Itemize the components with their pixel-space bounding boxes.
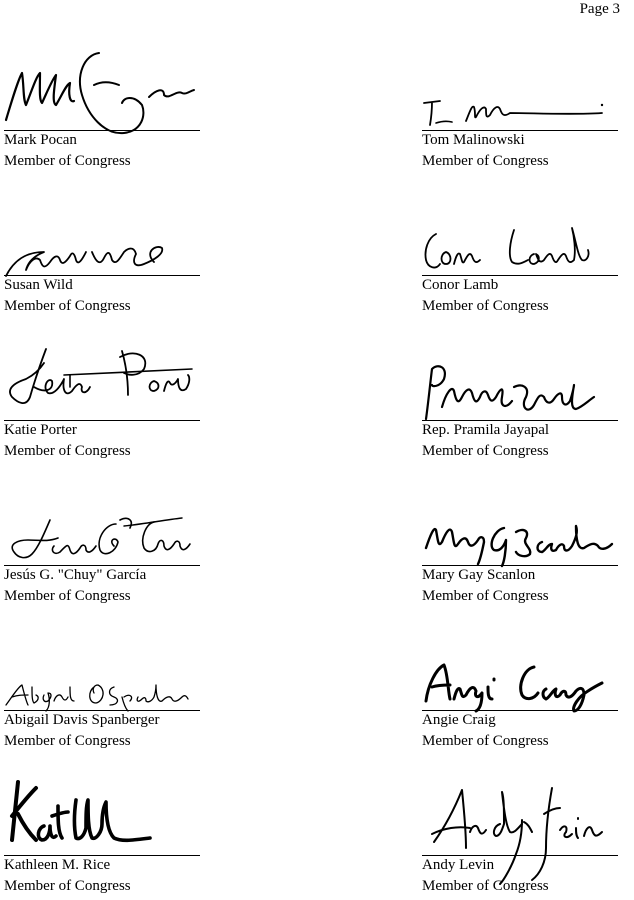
signatory-name: Andy Levin <box>422 857 495 873</box>
signature-image <box>422 625 618 711</box>
signature-block-angie-craig <box>422 625 618 755</box>
signatory-title: Member of Congress <box>422 153 549 169</box>
signature-image <box>4 770 200 856</box>
signatory-name: Katie Porter <box>4 422 77 438</box>
signatory-title: Member of Congress <box>4 733 131 749</box>
signature-block-andy-levin <box>422 770 618 900</box>
signatory-name: Mark Pocan <box>4 132 77 148</box>
signatory-title: Member of Congress <box>422 878 549 894</box>
signatory-name: Mary Gay Scanlon <box>422 567 536 583</box>
signatory-title: Member of Congress <box>422 298 549 314</box>
signatory-title: Member of Congress <box>4 153 131 169</box>
signatory-title: Member of Congress <box>4 588 131 604</box>
signature-block-mary-gay-scanlon <box>422 480 618 610</box>
signature-image <box>4 480 200 566</box>
signature-block-abigail-spanberger <box>4 625 200 755</box>
signature-image <box>4 335 200 421</box>
signature-image <box>4 45 200 131</box>
signatory-title: Member of Congress <box>422 733 549 749</box>
signature-block-susan-wild <box>4 190 200 320</box>
signature-block-tom-malinowski <box>422 45 618 175</box>
signatory-name: Angie Craig <box>422 712 496 728</box>
signature-image <box>422 480 618 566</box>
signatory-name: Jesús G. "Chuy" García <box>4 567 147 583</box>
signatory-name: Rep. Pramila Jayapal <box>422 422 550 438</box>
signature-image <box>4 625 200 711</box>
signature-block-jesus-garcia <box>4 480 200 610</box>
page-number: Page 3 <box>579 1 620 17</box>
signatory-title: Member of Congress <box>4 443 131 459</box>
signature-block-pramila-jayapal <box>422 335 618 465</box>
signature-image <box>422 335 618 421</box>
signature-block-katie-porter <box>4 335 200 465</box>
signatory-title: Member of Congress <box>422 588 549 604</box>
signature-block-conor-lamb <box>422 190 618 320</box>
signatory-title: Member of Congress <box>4 298 131 314</box>
signatory-title: Member of Congress <box>422 443 549 459</box>
signature-image <box>422 45 618 131</box>
signatory-name: Kathleen M. Rice <box>4 857 111 873</box>
signatory-name: Abigail Davis Spanberger <box>4 712 160 728</box>
signature-image <box>422 190 618 276</box>
signatory-name: Conor Lamb <box>422 277 499 293</box>
signatory-name: Susan Wild <box>4 277 73 293</box>
signatory-title: Member of Congress <box>4 878 131 894</box>
signatory-name: Tom Malinowski <box>422 132 525 148</box>
signature-image <box>422 770 618 856</box>
signature-block-mark-pocan <box>4 45 200 175</box>
signature-image <box>4 190 200 276</box>
signature-block-kathleen-rice <box>4 770 200 900</box>
